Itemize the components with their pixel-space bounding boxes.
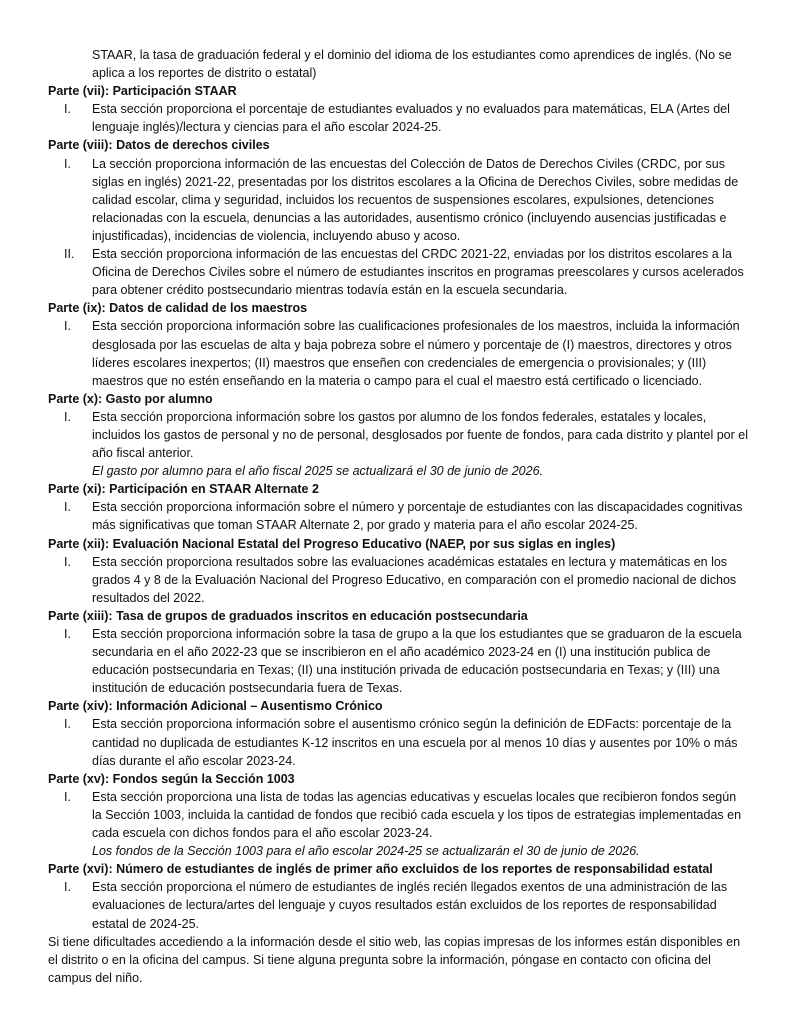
list-item-text: Esta sección proporciona información sobre la tasa de grupo a la que los estudiantes que se graduaron de la escuela secundaria en el año 2022-23 que se inscribieron en el año académico 2023-24 en (I) una institución publica de educación postsecundaria en Texas; (II) una institución privada de educación postsecundaria en Texas; y (III) una institución de educación postsecundaria fuera de Texas. <box>92 627 742 696</box>
list-item-number: II. <box>64 247 75 262</box>
list-item-number: I. <box>64 409 71 424</box>
part-heading: Parte (vii): Participación STAAR <box>48 84 237 99</box>
list-item-number: I. <box>64 102 71 117</box>
update-note: Los fondos de la Sección 1003 para el año escolar 2024-25 se actualizarán el 30 de junio de 2026. <box>92 844 640 859</box>
part-heading: Parte (xiv): Información Adicional – Ausentismo Crónico <box>48 699 383 714</box>
list-item <box>48 625 748 697</box>
list-item-text: Esta sección proporciona el porcentaje de estudiantes evaluados y no evaluados para matemáticas, ELA (Artes del lenguaje inglés)/lectura y ciencias para el año escolar 2024-25. <box>92 102 730 135</box>
list-item <box>48 317 748 389</box>
list-item-number: I. <box>64 554 71 569</box>
part-heading: Parte (xi): Participación en STAAR Alternate 2 <box>48 482 319 497</box>
list-item-text: Esta sección proporciona información sobre los gastos por alumno de los fondos federales, estatales y locales, incluidos los gastos de personal y no de personal, desglosados por fuente de fondos, para cada distrito y plantel por el año fiscal anterior. <box>92 409 748 461</box>
part-heading: Parte (x): Gasto por alumno <box>48 391 213 406</box>
list-item-text: Esta sección proporciona resultados sobre las evaluaciones académicas estatales en lectura y matemáticas en los grados 4 y 8 de la Evaluación Nacional del Progreso Educativo, en comparación con el promedio nacional de dichos resultados del 2022. <box>92 554 737 605</box>
part-section <box>48 770 748 860</box>
list-item <box>48 155 748 245</box>
part-section <box>48 535 748 607</box>
list-item-number: I. <box>64 156 71 171</box>
list-item <box>48 100 748 136</box>
list-item <box>48 878 748 932</box>
continuation-text: STAAR, la tasa de graduación federal y el dominio del idioma de los estudiantes como aprendices de inglés. (No se aplica a los reportes de distrito o estatal) <box>92 48 732 81</box>
list-item <box>48 498 748 534</box>
footer-paragraph: Si tiene dificultades accediendo a la información desde el sitio web, las copias impresas de los informes están disponibles en el distrito o en la oficina del campus. Si tiene alguna pregunta sobre la información, póngase en contacto con oficina del campus del niño. <box>48 934 741 985</box>
part-section <box>48 390 748 480</box>
list-item-number: I. <box>64 627 71 641</box>
part-heading: Parte (xii): Evaluación Nacional Estatal del Progreso Educativo (NAEP, por sus siglas en ingles) <box>48 536 616 551</box>
part-section <box>48 299 748 389</box>
part-section <box>48 607 748 697</box>
list-item-text: La sección proporciona información de las encuestas del Colección de Datos de Derechos Civiles (CRDC, por sus siglas en inglés) 2021-22, presentadas por los distritos escolares a la Oficina de Derechos Civiles, sobre medidas de calidad escolar, clima y seguridad, incluidos los recuentos de suspensiones escolares, expulsiones, detenciones relacionadas con la escuela, denuncias a las autoridades, ausentismo crónico (incluyendo ausencias justificadas e injustificadas), incidencias de violencia, incluyendo abuso y acoso. <box>92 156 739 243</box>
list-item-text: Esta sección proporciona información sobre el ausentismo crónico según la definición de EDFacts: porcentaje de la cantidad no duplicada de estudiantes K-12 inscritos en una escuela por al menos 10 días y ausentes por 10% o más días durante el año escolar 2023-24. <box>92 717 738 768</box>
part-heading: Parte (xv): Fondos según la Sección 1003 <box>48 771 295 786</box>
list-item-text: Esta sección proporciona información sobre el número y porcentaje de estudiantes con las discapacidades cognitivas más significativas que toman STAAR Alternate 2, por grado y materia para el año escolar 2024-25. <box>92 500 743 533</box>
list-item-number: I. <box>64 880 71 895</box>
list-item-text: Esta sección proporciona el número de estudiantes de inglés recién llegados exentos de una administración de las evaluaciones de lectura/artes del lenguaje y cuyos resultados están excluidos de los reportes de responsabilidad estatal de 2024-25. <box>92 880 728 931</box>
update-note: El gasto por alumno para el año fiscal 2025 se actualizará el 30 de junio de 2026. <box>92 464 543 479</box>
list-item-number: I. <box>64 717 71 732</box>
part-heading: Parte (viii): Datos de derechos civiles <box>48 138 270 153</box>
document-page <box>48 46 748 987</box>
list-item-text: Esta sección proporciona información sobre las cualificaciones profesionales de los maestros, incluida la información desglosada por las escuelas de alta y baja pobreza sobre el número y porcentaje de (I) maestros, directores y otros líderes escolares inexpertos; (II) maestros que enseñen con credenciales de emergencia o provisionales; y (III) maestros que no estén enseñando en la materia o campo para el cual el maestro está certificado o licenciado. <box>92 319 740 388</box>
list-item <box>48 788 748 842</box>
list-item <box>48 408 748 462</box>
part-section <box>48 860 748 932</box>
list-item-number: I. <box>64 789 71 804</box>
part-section <box>48 697 748 769</box>
list-item <box>48 553 748 607</box>
part-section <box>48 136 748 299</box>
list-item <box>48 715 748 769</box>
list-item-number: I. <box>64 500 71 515</box>
part-heading: Parte (xvi): Número de estudiantes de inglés de primer año excluidos de los reportes de responsabilidad estatal <box>48 862 713 877</box>
part-heading: Parte (xiii): Tasa de grupos de graduados inscritos en educación postsecundaria <box>48 608 528 623</box>
list-item-number: I. <box>64 319 71 334</box>
part-section <box>48 480 748 534</box>
list-item <box>48 245 748 299</box>
part-section <box>48 82 748 136</box>
list-item-text: Esta sección proporciona una lista de todas las agencias educativas y escuelas locales que recibieron fondos según la Sección 1003, incluida la cantidad de fondos que recibió cada escuela y los tipos de estrategias implementadas en cada escuela con dichos fondos para el año escolar 2023-24. <box>92 789 742 841</box>
part-heading: Parte (ix): Datos de calidad de los maestros <box>48 301 308 316</box>
list-item-text: Esta sección proporciona información de las encuestas del CRDC 2021-22, enviadas por los distritos escolares a la Oficina de Derechos Civiles sobre el número de estudiantes inscritos en programas preescolares y cursos acelerados para obtener crédito postsecundario mientras todavía están en la escuela secundaria. <box>92 247 744 298</box>
parts-container <box>48 82 748 932</box>
